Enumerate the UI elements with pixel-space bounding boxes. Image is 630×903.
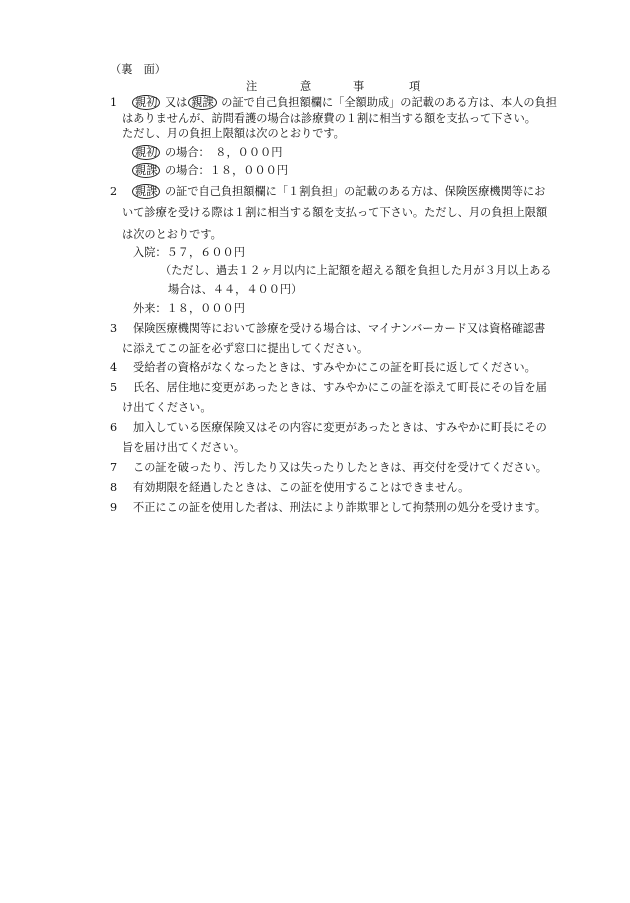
inpatient-note: 場合は、４４，４００円） — [168, 283, 303, 296]
item-line: け出てください。 — [122, 401, 212, 414]
item-line: 加入している医療保険又はその内容に変更があったときは、すみやかに町長にその — [133, 421, 547, 434]
item-line: いて診療を受ける際は１割に相当する額を支払って下さい。ただし、月の負担上限額 — [122, 206, 548, 219]
item-number: 8 — [110, 481, 118, 494]
item-line: 氏名、居住地に変更があったときは、すみやかにこの証を添えて町長にその旨を届 — [133, 381, 547, 394]
circled-label-shinsho: 親初 — [132, 95, 160, 110]
item-number: 4 — [110, 361, 118, 374]
item-line: に添えてこの証を必ず窓口に提出してください。 — [122, 342, 369, 355]
sub-text: の場合：１８，０００円 — [161, 164, 289, 177]
sub-line — [131, 163, 288, 178]
item-line: 保険医療機関等において診療を受ける場合は、マイナンバーカード又は資格確認書 — [133, 322, 546, 335]
item-number: 2 — [110, 185, 118, 198]
circled-label-shinkou: 親課 — [188, 95, 216, 110]
title-char: 注 — [246, 80, 258, 93]
circled-label-shinkou: 親課 — [132, 184, 160, 199]
outpatient-limit: 外来：１８，０００円 — [133, 302, 245, 315]
item-number: 7 — [110, 461, 118, 474]
item-line: はありませんが、訪問看護の場合は診療費の１割に相当する額を支払って下さい。 — [122, 112, 536, 125]
item-line: 有効期限を経過したときは、この証を使用することはできません。 — [133, 481, 470, 494]
item-line: は次のとおりです。 — [122, 228, 222, 241]
item-line: 不正にこの証を使用した者は、刑法により詐欺罪として拘禁刑の処分を受けます。 — [133, 501, 547, 514]
item-number: 3 — [110, 322, 118, 335]
item-line: 受給者の資格がなくなったときは、すみやかにこの証を町長に返してください。 — [133, 361, 536, 374]
item-number: 1 — [110, 96, 118, 109]
sub-line — [131, 145, 282, 160]
circled-label-shinsho: 親初 — [132, 145, 160, 160]
item-text: の証で自己負担額欄に「全額助成」の記載のある方は、本人の負担 — [217, 96, 557, 109]
item-line: ただし、月の負担上限額は次のとおりです。 — [122, 127, 345, 140]
item-line — [131, 184, 545, 199]
circled-label-shinkou: 親課 — [132, 163, 160, 178]
item-line: この証を破ったり、汚したり又は失ったりしたときは、再交付を受けてください。 — [133, 461, 547, 474]
item-line — [131, 95, 557, 110]
back-side-label: （裏 面） — [110, 63, 166, 76]
sub-text: の場合： ８，０００円 — [161, 146, 283, 159]
item-text: 又は — [161, 96, 188, 109]
item-text: の証で自己負担額欄に「１割負担」の記載のある方は、保険医療機関等にお — [161, 185, 546, 198]
inpatient-limit: 入院：５７，６００円 — [133, 246, 245, 259]
title-char: 項 — [409, 80, 421, 93]
item-number: 9 — [110, 501, 118, 514]
inpatient-note: （ただし、過去１２ヶ月以内に上記額を超える額を負担した月が３月以上ある — [160, 264, 552, 277]
item-number: 5 — [110, 381, 118, 394]
item-line: 旨を届け出てください。 — [122, 441, 246, 454]
title-char: 意 — [300, 80, 312, 93]
item-number: 6 — [110, 421, 118, 434]
title-char: 事 — [353, 80, 365, 93]
